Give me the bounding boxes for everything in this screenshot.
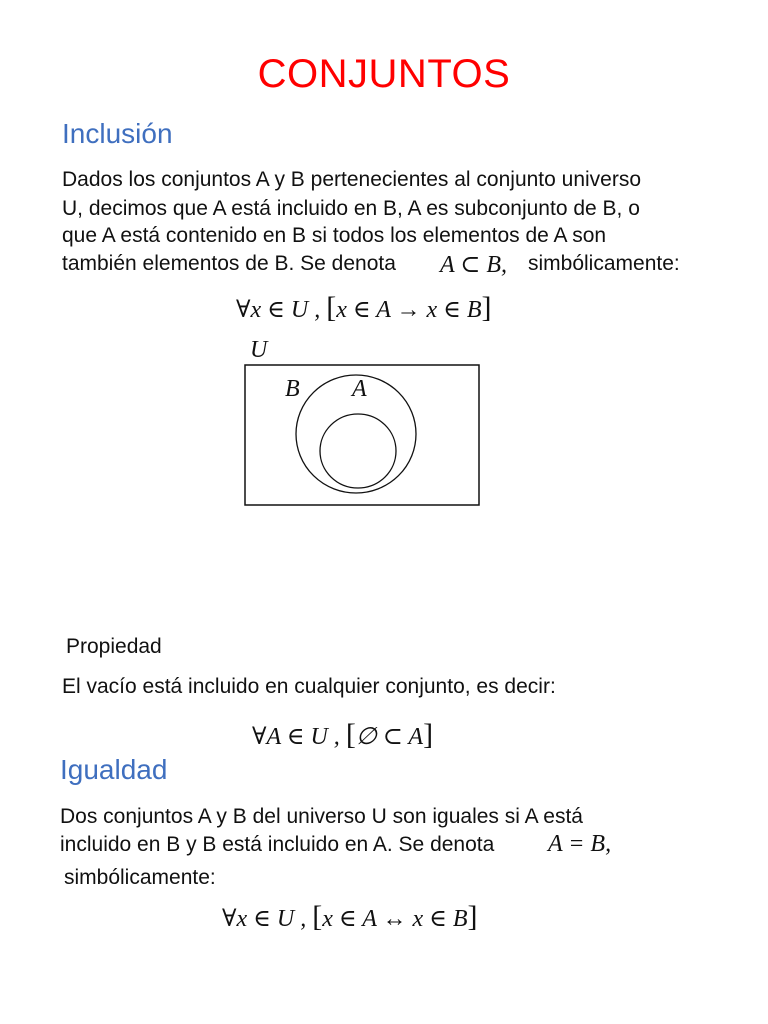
igualdad-line-1: Dos conjuntos A y B del universo U son iguales si A está bbox=[60, 805, 583, 828]
formula-open-bracket: [ bbox=[345, 718, 356, 751]
inclusion-heading: Inclusión bbox=[62, 118, 173, 149]
formula-quantifier: ∀x ∈ U , bbox=[236, 297, 321, 323]
inclusion-line-2: U, decimos que A está incluido en B, A es subconjunto de B, o bbox=[62, 197, 640, 220]
formula-quantifier: ∀A ∈ U , bbox=[252, 724, 340, 750]
propiedad-text: El vacío está incluido en cualquier conjunto, es decir: bbox=[62, 675, 556, 698]
inclusion-notation: A ⊂ B, bbox=[440, 252, 507, 278]
propiedad-label: Propiedad bbox=[66, 635, 162, 658]
universe-label: U bbox=[250, 337, 268, 363]
set-a-circle bbox=[320, 414, 396, 488]
igualdad-line-3: simbólicamente: bbox=[64, 866, 216, 889]
inclusion-line-3: que A está contenido en B si todos los elementos de A son bbox=[62, 224, 607, 247]
formula-body: x ∈ A ↔ x ∈ B bbox=[322, 906, 468, 932]
igualdad-notation: A = B, bbox=[548, 831, 612, 857]
igualdad-formula bbox=[222, 900, 478, 933]
formula-close-bracket: ] bbox=[481, 291, 492, 324]
formula-open-bracket: [ bbox=[326, 291, 337, 324]
page-title: CONJUNTOS bbox=[257, 52, 511, 96]
formula-open-bracket: [ bbox=[312, 900, 323, 933]
set-a-label: A bbox=[352, 376, 367, 402]
formula-body: ∅ ⊂ A bbox=[355, 724, 424, 750]
formula-close-bracket: ] bbox=[423, 718, 434, 751]
propiedad-formula bbox=[252, 718, 434, 751]
inclusion-line-4: también elementos de B. Se denota bbox=[62, 252, 396, 275]
inclusion-formula bbox=[236, 291, 492, 324]
formula-body: x ∈ A → x ∈ B bbox=[336, 297, 482, 323]
set-b-label: B bbox=[285, 376, 300, 402]
igualdad-line-2: incluido en B y B está incluido en A. Se denota bbox=[60, 833, 495, 856]
inclusion-line-4-end: simbólicamente: bbox=[528, 252, 680, 275]
igualdad-heading: Igualdad bbox=[60, 754, 168, 785]
formula-quantifier: ∀x ∈ U , bbox=[222, 906, 307, 932]
inclusion-line-1: Dados los conjuntos A y B pertenecientes al conjunto universo bbox=[62, 168, 642, 191]
formula-close-bracket: ] bbox=[467, 900, 478, 933]
